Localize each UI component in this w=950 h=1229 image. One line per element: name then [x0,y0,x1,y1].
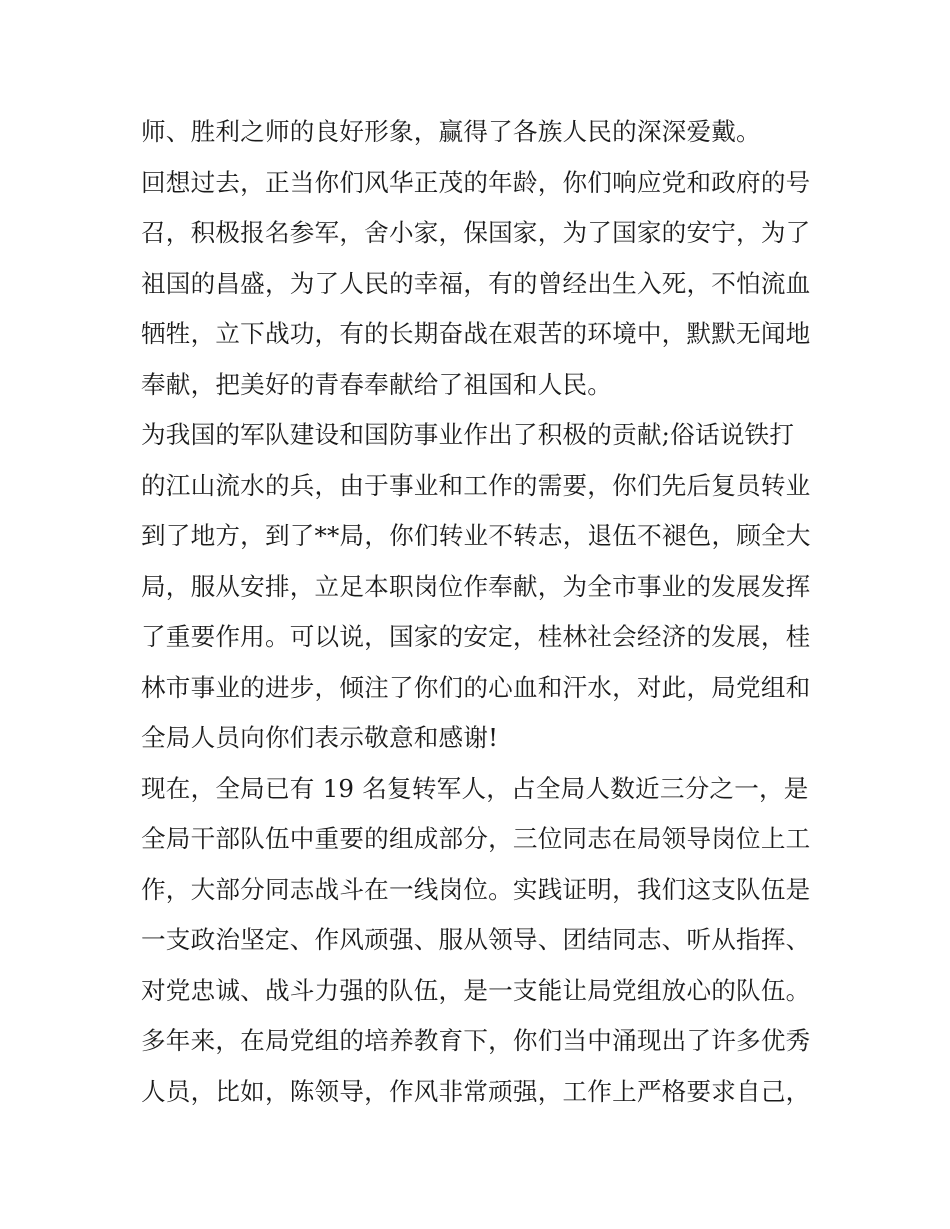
text-line: 到了地方，到了**局，你们转业不转志，退伍不褪色，顾全大 [141,521,811,550]
text-line: 一支政治坚定、作风顽强、服从领导、团结同志、听从指挥、 [141,925,811,954]
text-line: 局，服从安排，立足本职岗位作奉献，为全市事业的发展发挥 [141,571,811,601]
text-line: 全局人员向你们表示敬意和感谢! [141,723,499,752]
text-line: 对党忠诚、战斗力强的队伍，是一支能让局党组放心的队伍。 [141,975,811,1005]
document-body [141,107,821,1117]
text-line: 祖国的昌盛，为了人民的幸福，有的曾经出生入死，不怕流血 [141,268,811,298]
text-line: 为我国的军队建设和国防事业作出了积极的贡献;俗话说铁打 [141,420,795,449]
text-line: 师、胜利之师的良好形象，赢得了各族人民的深深爱戴。 [141,117,761,146]
text-line: 回想过去，正当你们风华正茂的年龄，你们响应党和政府的号 [141,167,811,197]
text-line: 林市事业的进步，倾注了你们的心血和汗水，对此，局党组和 [141,672,811,702]
text-line: 牺牲，立下战功，有的长期奋战在艰苦的环境中，默默无闻地 [141,319,811,348]
text-line: 奉献，把美好的青春奉献给了祖国和人民。 [141,369,613,399]
text-line: 人员，比如，陈领导，作风非常顽强，工作上严格要求自己， [141,1076,811,1106]
text-line: 了重要作用。可以说，国家的安定，桂林社会经济的发展，桂 [141,622,811,651]
text-line: 的江山流水的兵，由于事业和工作的需要，你们先后复员转业 [141,470,811,500]
text-line: 召，积极报名参军，舍小家，保国家，为了国家的安宁，为了 [141,218,811,247]
text-line: 多年来，在局党组的培养教育下，你们当中涌现出了许多优秀 [141,1026,811,1055]
text-line: 现在，全局已有 19 名复转军人，占全局人数近三分之一，是 [141,773,809,803]
text-line: 作，大部分同志战斗在一线岗位。实践证明，我们这支队伍是 [141,874,811,904]
text-line: 全局干部队伍中重要的组成部分，三位同志在局领导岗位上工 [141,824,811,853]
